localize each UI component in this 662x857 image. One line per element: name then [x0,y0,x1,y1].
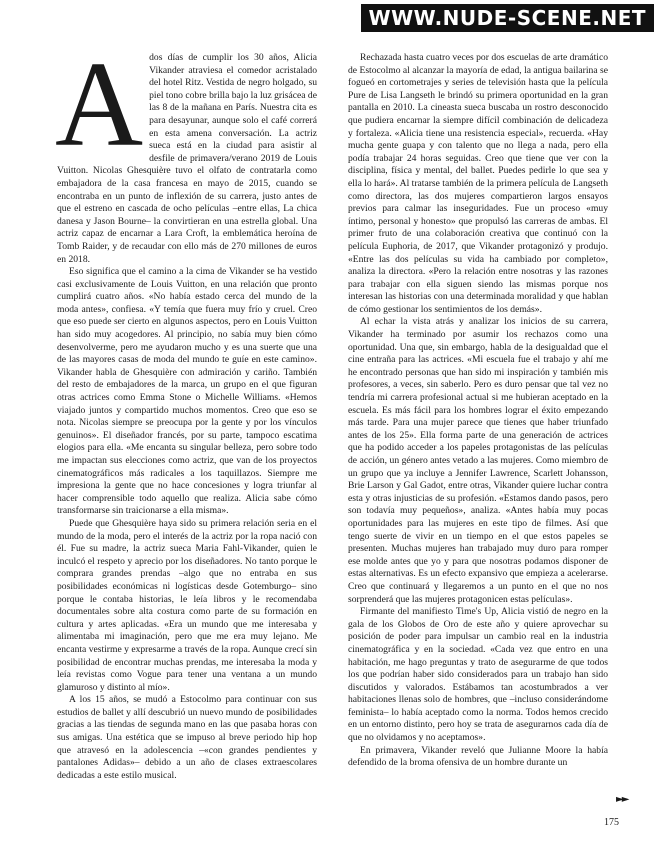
page-number: 175 [604,817,619,828]
paragraph: Firmante del manifiesto Time's Up, Alicia vistió de negro en la gala de los Globos de Oro de este año y quiere aprovechar su posición de poder para impulsar un cambio real en la industria cinematográfica y en la sociedad. «Cada vez que entro en una habitación, me hago preguntas y trato de asegurarme de que todos los que podrían haber sido considerados para un trabajo han sido discutidos y valorados. Estábamos tan acostumbrados a ver habitaciones llenas solo de hombres, que –incluso considerándome feminista– lo había aceptado como la norma. Todos hemos crecido en un entorno distinto, pero hoy se trata de asegurarnos cada día de que no olvidamos y no aceptamos». [348,606,608,744]
watermark-banner: WWW.NUDE-SCENE.NET [361,4,654,32]
paragraph: Ados días de cumplir los 30 años, Alicia Vikander atraviesa el comedor acristalado del hotel Ritz. Vestida de negro holgado, su piel tono cobre brilla bajo la luz grisácea de las 8 de la mañana en París. Nuestra cita es para desayunar, aunque solo el café correrá en esta amena conversación. La actriz sueca está en la ciudad para asistir al desfile de primavera/verano 2019 de Louis Vuitton. Nicolas Ghesquière tuvo el olfato de contratarla como embajadora de la casa francesa en mayo de 2015, cuando se encontraba en un punto de inflexión de su carrera, justo antes de que el estreno en cascada de ocho películas –entre ellas, La chica danesa y Jason Bourne– la convirtieran en una estrella global. Una actriz capaz de encarnar a Lara Croft, la emblemática heroína de Tomb Raider, y de recaudar con ello más de 270 millones de euros en 2018. [55,37,317,265]
paragraph: Puede que Ghesquière haya sido su primera relación seria en el mundo de la moda, pero el interés de la actriz por la ropa nació con él. Fue su madre, la actriz sueca Maria Fahl-Vikander, quien le inculcó el respeto y aprecio por los diseñadores. No tanto porque le comprara grandes prendas –algo que no entraba en sus posibilidades económicas ni logísticas desde Gotemburgo– sino porque le contaba historias, le leía libros y le recomendaba documentales sobre alta costura como parte de su formación en cultura y artes aplicadas. «Era un mundo que me interesaba y alimentaba mi imaginación, pero que me era muy lejano. Me encanta vestirme y expresarme a través de la ropa. Aunque crecí sin posibilidad de encontrar muchas prendas, me interesaba la moda y leía revistas como Vogue para tener una ventana a un mundo glamuroso y distinto al mío». [57,517,317,693]
article-column-right [348,52,608,770]
paragraph: Al echar la vista atrás y analizar los inicios de su carrera, Vikander ha terminado por asumir los rechazos como una oportunidad. Una que, sin embargo, habla de la desigualdad que el cine entraña para las actrices. «Mi escuela fue el trabajo y ahí me he encontrado personas que han sido mi inspiración y también mis profesores, a veces, sin saberlo. Pero es duro pensar que tal vez no tendría mi carrera profesional actual si me hubieran aceptado en la escuela. Es más fácil para los hombres lograr el éxito empezando más tarde. Para una mujer parece que tienes que haber triunfado antes de los 25». Ella forma parte de una generación de actrices que ha podido acceder a los papeles protagonistas de las películas de acción, un género antes vetado a las mujeres. Como miembro de un grupo que ya incluye a Jennifer Lawrence, Scarlett Johansson, Brie Larson y Gal Gadot, entre otras, Vikander quiere luchar contra esta y otras injusticias de su profesión. «Estamos dando pasos, pero son todavía muy pequeños», analiza. «Antes había muy pocas oportunidades para las mujeres en este tipo de filmes. Así que tengo suerte de vivir en un tiempo en el que estos papeles se presenten. Muchas mujeres han trabajado muy duro para romper ese molde antes que yo y para que nosotras podamos disponer de estas alternativas. Es un efecto expansivo que empieza a acelerarse. Creo que continuará y llegaremos a un punto en el que no nos sorprenderá que las mujeres protagonicen estas películas». [348,316,608,605]
paragraph: A los 15 años, se mudó a Estocolmo para continuar con sus estudios de ballet y allí descubrió un nuevo mundo de posibilidades gracias a las tiendas de segunda mano en las que pasaba horas con sus amigas. Una estética que se impuso al breve periodo hip hop que atravesó en la adolescencia –«con grandes pendientes y pantalones Adidas»– debido a un año de clases extraescolares dedicadas a este estilo musical. [57,694,317,781]
paragraph: Eso significa que el camino a la cima de Vikander se ha vestido casi exclusivamente de Louis Vuitton, en una relación que pronto cumplirá cuatro años. «No había estado cerca del mundo de la moda antes», confiesa. «Y temía que fuera muy frío y cruel. Creo que eso puede ser cierto en algunos aspectos, pero en Louis Vuitton han sido muy acogedores. Al principio, no sabía muy bien cómo desenvolverme, pero me ayudaron mucho y es una suerte que una de las mayores casas de moda del mundo te guíe en este camino». Vikander habla de Ghesquière con admiración y cariño. También del resto de embajadores de la marca, un grupo en el que figuran otras actrices como Emma Stone o Michelle Williams. «Hemos viajado juntos y compartido muchos momentos. Creo que eso se nota. Nicolas siempre se preocupa por la gente y por los vínculos genuinos». El diseñador francés, por su parte, tampoco escatima elogios para ella. «Me encanta su singular belleza, pero sobre todo me impactan sus elecciones como actriz, que van de los proyectos cinematográficos más radicales a los taquillazos. Siempre me impresiona la gente que no hace concesiones y logra triunfar al hacer comprensible todo aquello que realiza. Alicia sabe cómo transformarse sin traicionarse a ella misma». [57,266,317,517]
paragraph: En primavera, Vikander reveló que Julianne Moore la había defendido de la broma ofensiva de un hombre durante un [348,744,608,769]
continue-arrow-icon: ►► [616,794,628,805]
paragraph: Rechazada hasta cuatro veces por dos escuelas de arte dramático de Estocolmo al alcanzar la mayoría de edad, la antigua bailarina se fogueó en cortometrajes y series de televisión hasta que la película Pure de Lisa Langseth le brindó su primera oportunidad en la gran pantalla en 2010. La cineasta sueca buscaba un rostro desconocido que pudiera encarnar la siempre difícil combinación de delicadeza y fortaleza. «Alicia tiene una resistencia especial», recuerda. «Hay mucha gente guapa y con talento que no llega a nada, pero ella podía trabajar 24 horas seguidas. Creo que tiene que ver con la disciplina, física y mental, del ballet. Puedes pedirle lo que sea y ella lo hará». Al tratarse también de la primera película de Langseth como directora, las dos mujeres compartieron largos ensayos previos para calmar las inseguridades. Fue un proceso «muy íntimo, personal y honesto» que propulsó las carreras de ambas. El primer fruto de una colaboración creativa que continuó con la película Euphoria, de 2017, que Vikander protagonizó y produjo. «Entre las dos películas su vida ha cambiado por completo», analiza la directora. «Pero la relación entre nosotras y las razones para trabajar con ella siguen siendo las mismas porque nos interesan las historias con una determinada moralidad y que hablan de cómo gestionar los sentimientos de los demás». [348,52,608,315]
article-column-left [55,37,317,782]
